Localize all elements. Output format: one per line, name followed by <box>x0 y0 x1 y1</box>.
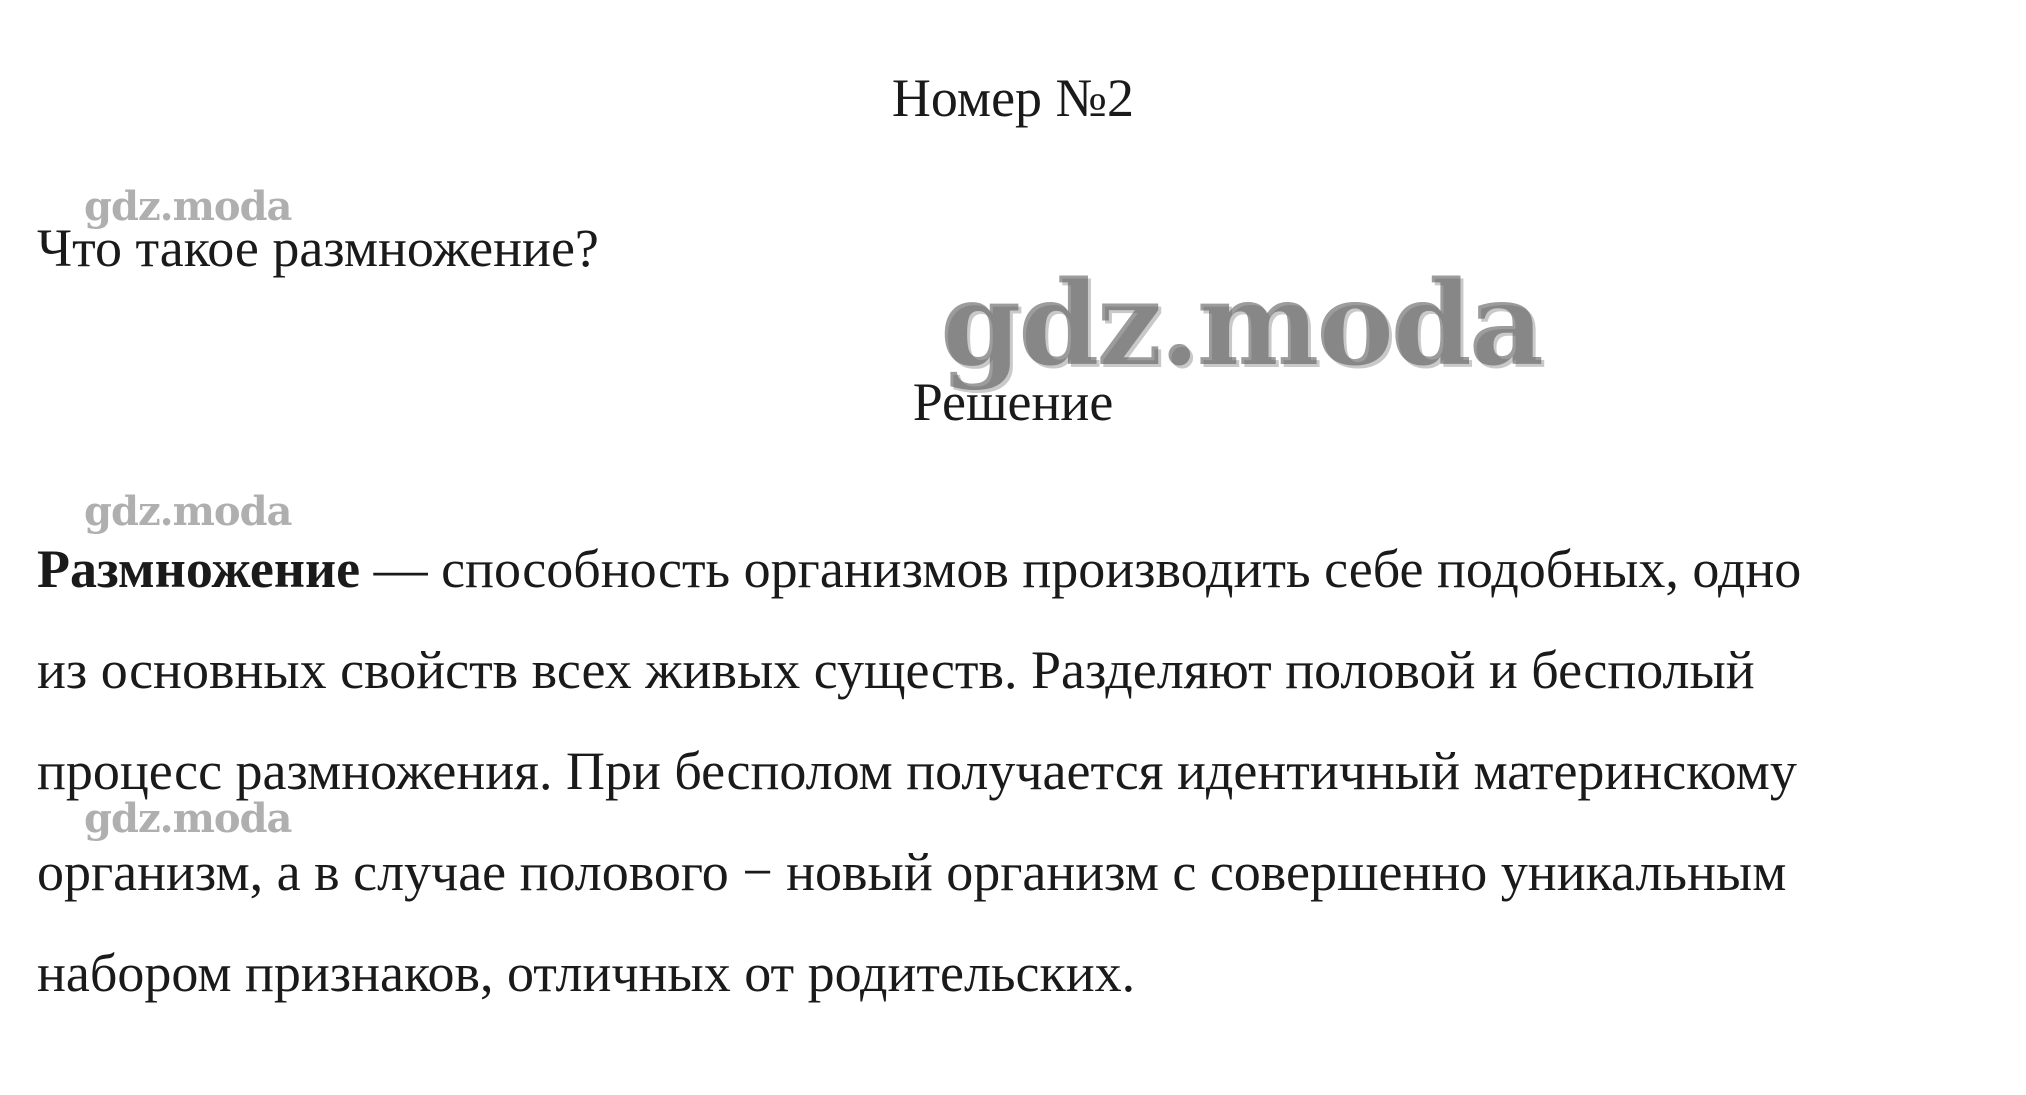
watermark-large: gdz.moda <box>940 256 1541 392</box>
watermark-small-2: gdz.moda <box>84 488 292 535</box>
question-text: Что такое размножение? <box>37 218 599 278</box>
answer-line-1-text: — способность организмов производить себе подобных, одно <box>360 539 1802 599</box>
answer-line-5: набором признаков, отличных от родительских. <box>37 943 1136 1003</box>
answer-line-1 <box>37 519 1997 620</box>
watermark-small-3: gdz.moda <box>84 795 292 842</box>
watermark-small-1: gdz.moda <box>84 183 292 230</box>
answer-line-2: из основных свойств всех живых существ. Разделяют половой и бесполый <box>37 640 1755 700</box>
answer-line-4: организм, а в случае полового − новый организм с совершенно уникальным <box>37 842 1787 902</box>
answer-paragraph <box>37 519 1997 1024</box>
solution-heading: Решение <box>912 372 1114 432</box>
page-title: Номер №2 <box>891 68 1135 128</box>
answer-line-3: процесс размножения. При бесполом получается идентичный материнскому <box>37 741 1797 801</box>
answer-term: Размножение <box>37 539 361 599</box>
